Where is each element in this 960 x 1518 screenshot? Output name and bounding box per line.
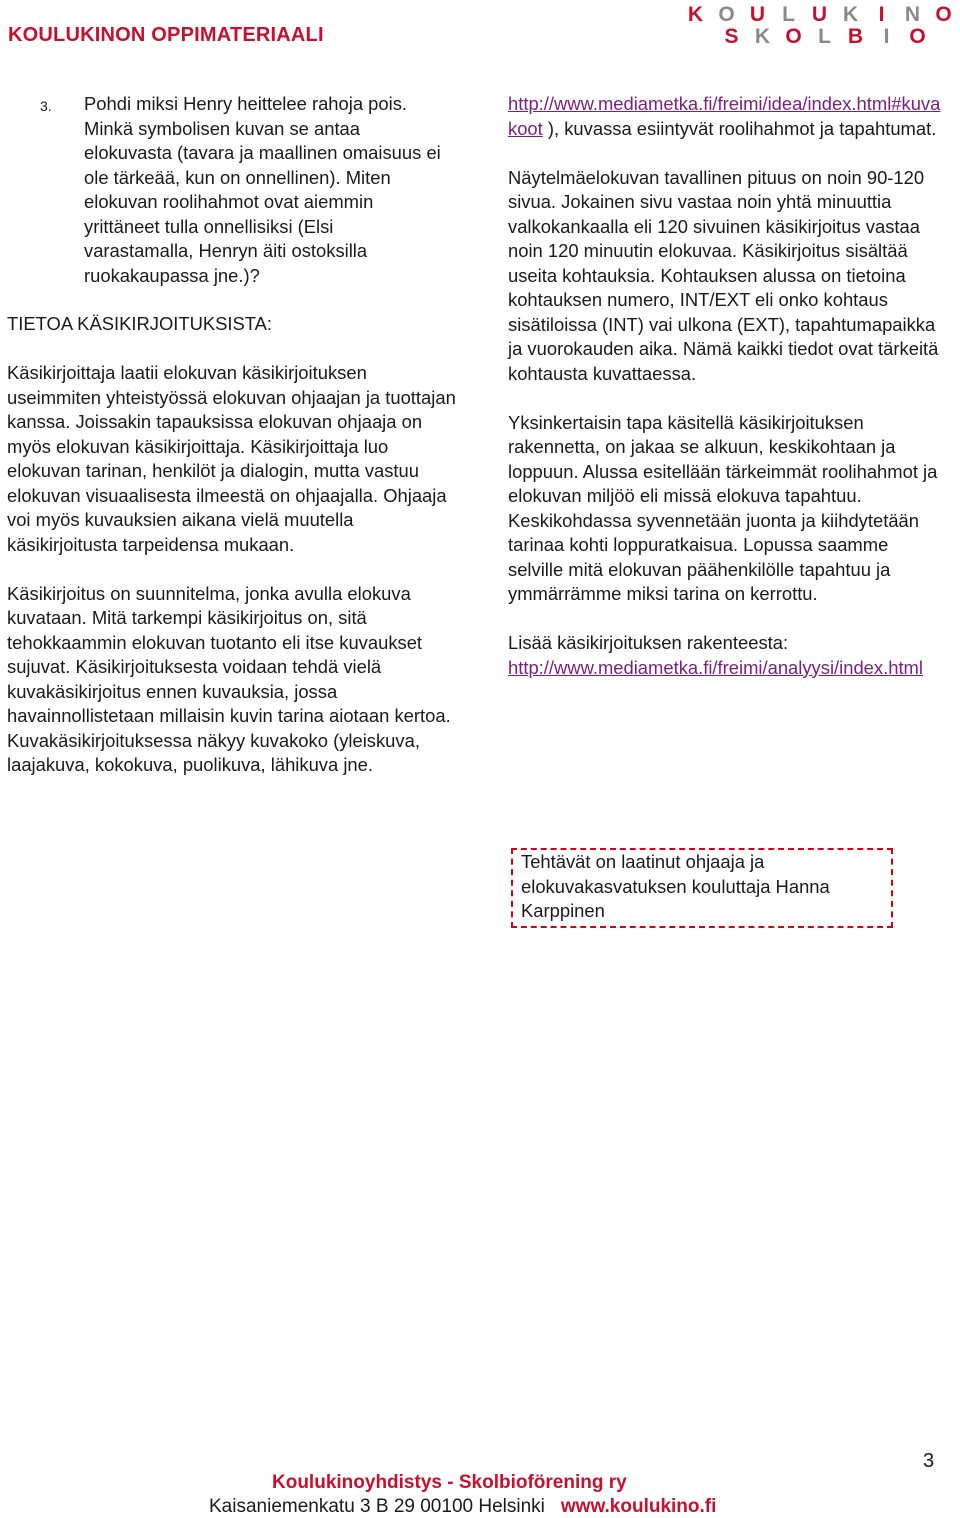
document-header-title: KOULUKINON OPPIMATERIAALI xyxy=(8,24,324,46)
more-info-label: Lisää käsikirjoituksen rakenteesta: xyxy=(508,632,789,653)
footer-website[interactable]: www.koulukino.fi xyxy=(560,1496,717,1517)
page-number: 3 xyxy=(923,1450,935,1472)
logo_line1-letter: O xyxy=(935,3,952,26)
mediametka-analyysi-link[interactable]: http://www.mediametka.fi/freimi/analyysi/index.html xyxy=(508,656,923,678)
more-info-link-line xyxy=(508,656,948,681)
logo-line-skolbio xyxy=(680,26,960,48)
paragraph-structure: Yksinkertaisin tapa käsitellä käsikirjoituksen rakennetta, on jakaa se alkuun, keskikohtaan ja loppuun. Alussa esitellään tärkeimmät roolihahmot ja elokuvan miljöö eli missä elokuva tapahtuu. Keskikohdassa syvennetään juonta ja kiihdytetään tarinaa kohti loppuratkaisua. Lopussa saamme selville mitä elokuvan päähenkilölle tapahtuu ja ymmärrämme miksi tarina on kerrottu. xyxy=(508,411,938,604)
logo_line2-letter: O xyxy=(785,25,802,48)
paragraph-screenwriter: Käsikirjoittaja laatii elokuvan käsikirjoituksen useimmiten yhteistyössä elokuvan ohjaajan ja tuottajan kanssa. Joissakin tapauksissa elokuvan ohjaaja on myös elokuvan käsikirjoittaja. Käsikirjoittaja luo elokuvan tarinan, henkilöt ja dialogin, mutta vastuu elokuvan visuaalisesta ilmeestä on ohjaajalla. Ohjaaja voi myös kuvauksien aikana vielä muutella käsikirjoitusta tarpeidensa mukaan. xyxy=(7,362,456,555)
link-suffix-text: ), kuvassa esiintyvät roolihahmot ja tapahtumat. xyxy=(542,117,937,139)
logo_line2-letter: L xyxy=(818,25,831,48)
footer-organization: Koulukinoyhdistys - Skolbioförening ry xyxy=(272,1472,627,1493)
logo_line1-letter: U xyxy=(749,3,766,26)
right-column xyxy=(508,92,948,680)
logo_line2-letter: O xyxy=(909,25,926,48)
paragraph-length: Näytelmäelokuvan tavallinen pituus on noin 90-120 sivua. Jokainen sivu vastaa noin yhtä minuuttia valkokankaalla eli 120 sivuinen käsikirjoitus vastaa noin 120 minuutin elokuvaa. Käsikirjoitus sisältää useita kohtauksia. Kohtauksen alussa on tietoina kohtauksen numero, INT/EXT eli onko kohtaus sisätiloissa (INT) vai ulkona (EXT), tapahtumapaikka ja vuorokauden aika. Nämä kaikki tiedot ovat tärkeitä kohtausta kuvattaessa. xyxy=(508,166,939,384)
logo_line2-letter: I xyxy=(883,25,890,48)
question-text: Pohdi miksi Henry heittelee rahoja pois. Minkä symbolisen kuvan se antaa elokuvasta (tavara ja maallinen omaisuus ei ole tärkeää, kun on onnellinen). Miten elokuvan roolihahmot ovat aiemmin yrittäneet tulla onnellisiksi (Elsi varastamalla, Henryn äiti ostoksilla ruokakaupassa jne.)? xyxy=(84,93,441,286)
logo_line2-letter: K xyxy=(754,25,771,48)
logo_line1-letter: N xyxy=(904,3,921,26)
question-number: 3. xyxy=(40,98,52,114)
paragraph-link-continuation xyxy=(508,92,948,141)
logo_line1-letter: U xyxy=(811,3,828,26)
footer-address-line xyxy=(209,1496,716,1518)
author-credit-text: Tehtävät on laatinut ohjaaja ja elokuvakasvatuksen kouluttaja Hanna Karppinen xyxy=(521,851,830,921)
logo_line1-letter: I xyxy=(878,3,885,26)
logo_line1-letter: L xyxy=(782,3,795,26)
mediametka-kuvakoot-link[interactable]: http://www.mediametka.fi/freimi/idea/index.html#kuvakoot xyxy=(508,93,941,139)
logo_line2-letter: S xyxy=(724,25,739,48)
footer-address: Kaisaniemenkatu 3 B 29 00100 Helsinki xyxy=(209,1496,545,1517)
logo_line1-letter: O xyxy=(718,3,735,26)
logo-line-koulukino xyxy=(680,4,960,26)
koulukino-skolbio-logo xyxy=(680,4,960,48)
question-item xyxy=(7,92,457,288)
logo_line2-letter: B xyxy=(847,25,864,48)
logo_line1-letter: K xyxy=(842,3,859,26)
paragraph-screenplay: Käsikirjoitus on suunnitelma, jonka avulla elokuva kuvataan. Mitä tarkempi käsikirjoitus on, sitä tehokkaammin elokuvan tuotanto eli itse kuvaukset sujuvat. Käsikirjoituksesta voidaan tehdä vielä kuvakäsikirjoitus ennen kuvauksia, jossa havainnollistetaan millaisin kuvin tarina aiotaan kertoa. Kuvakäsikirjoituksessa näkyy kuvakoko (yleiskuva, laajakuva, kokokuva, puolikuva, lähikuva jne. xyxy=(7,582,451,775)
section-heading: TIETOA KÄSIKIRJOITUKSISTA: xyxy=(7,313,273,334)
logo_line1-letter: K xyxy=(687,3,704,26)
author-credit-box xyxy=(511,848,893,928)
left-column xyxy=(7,92,457,778)
